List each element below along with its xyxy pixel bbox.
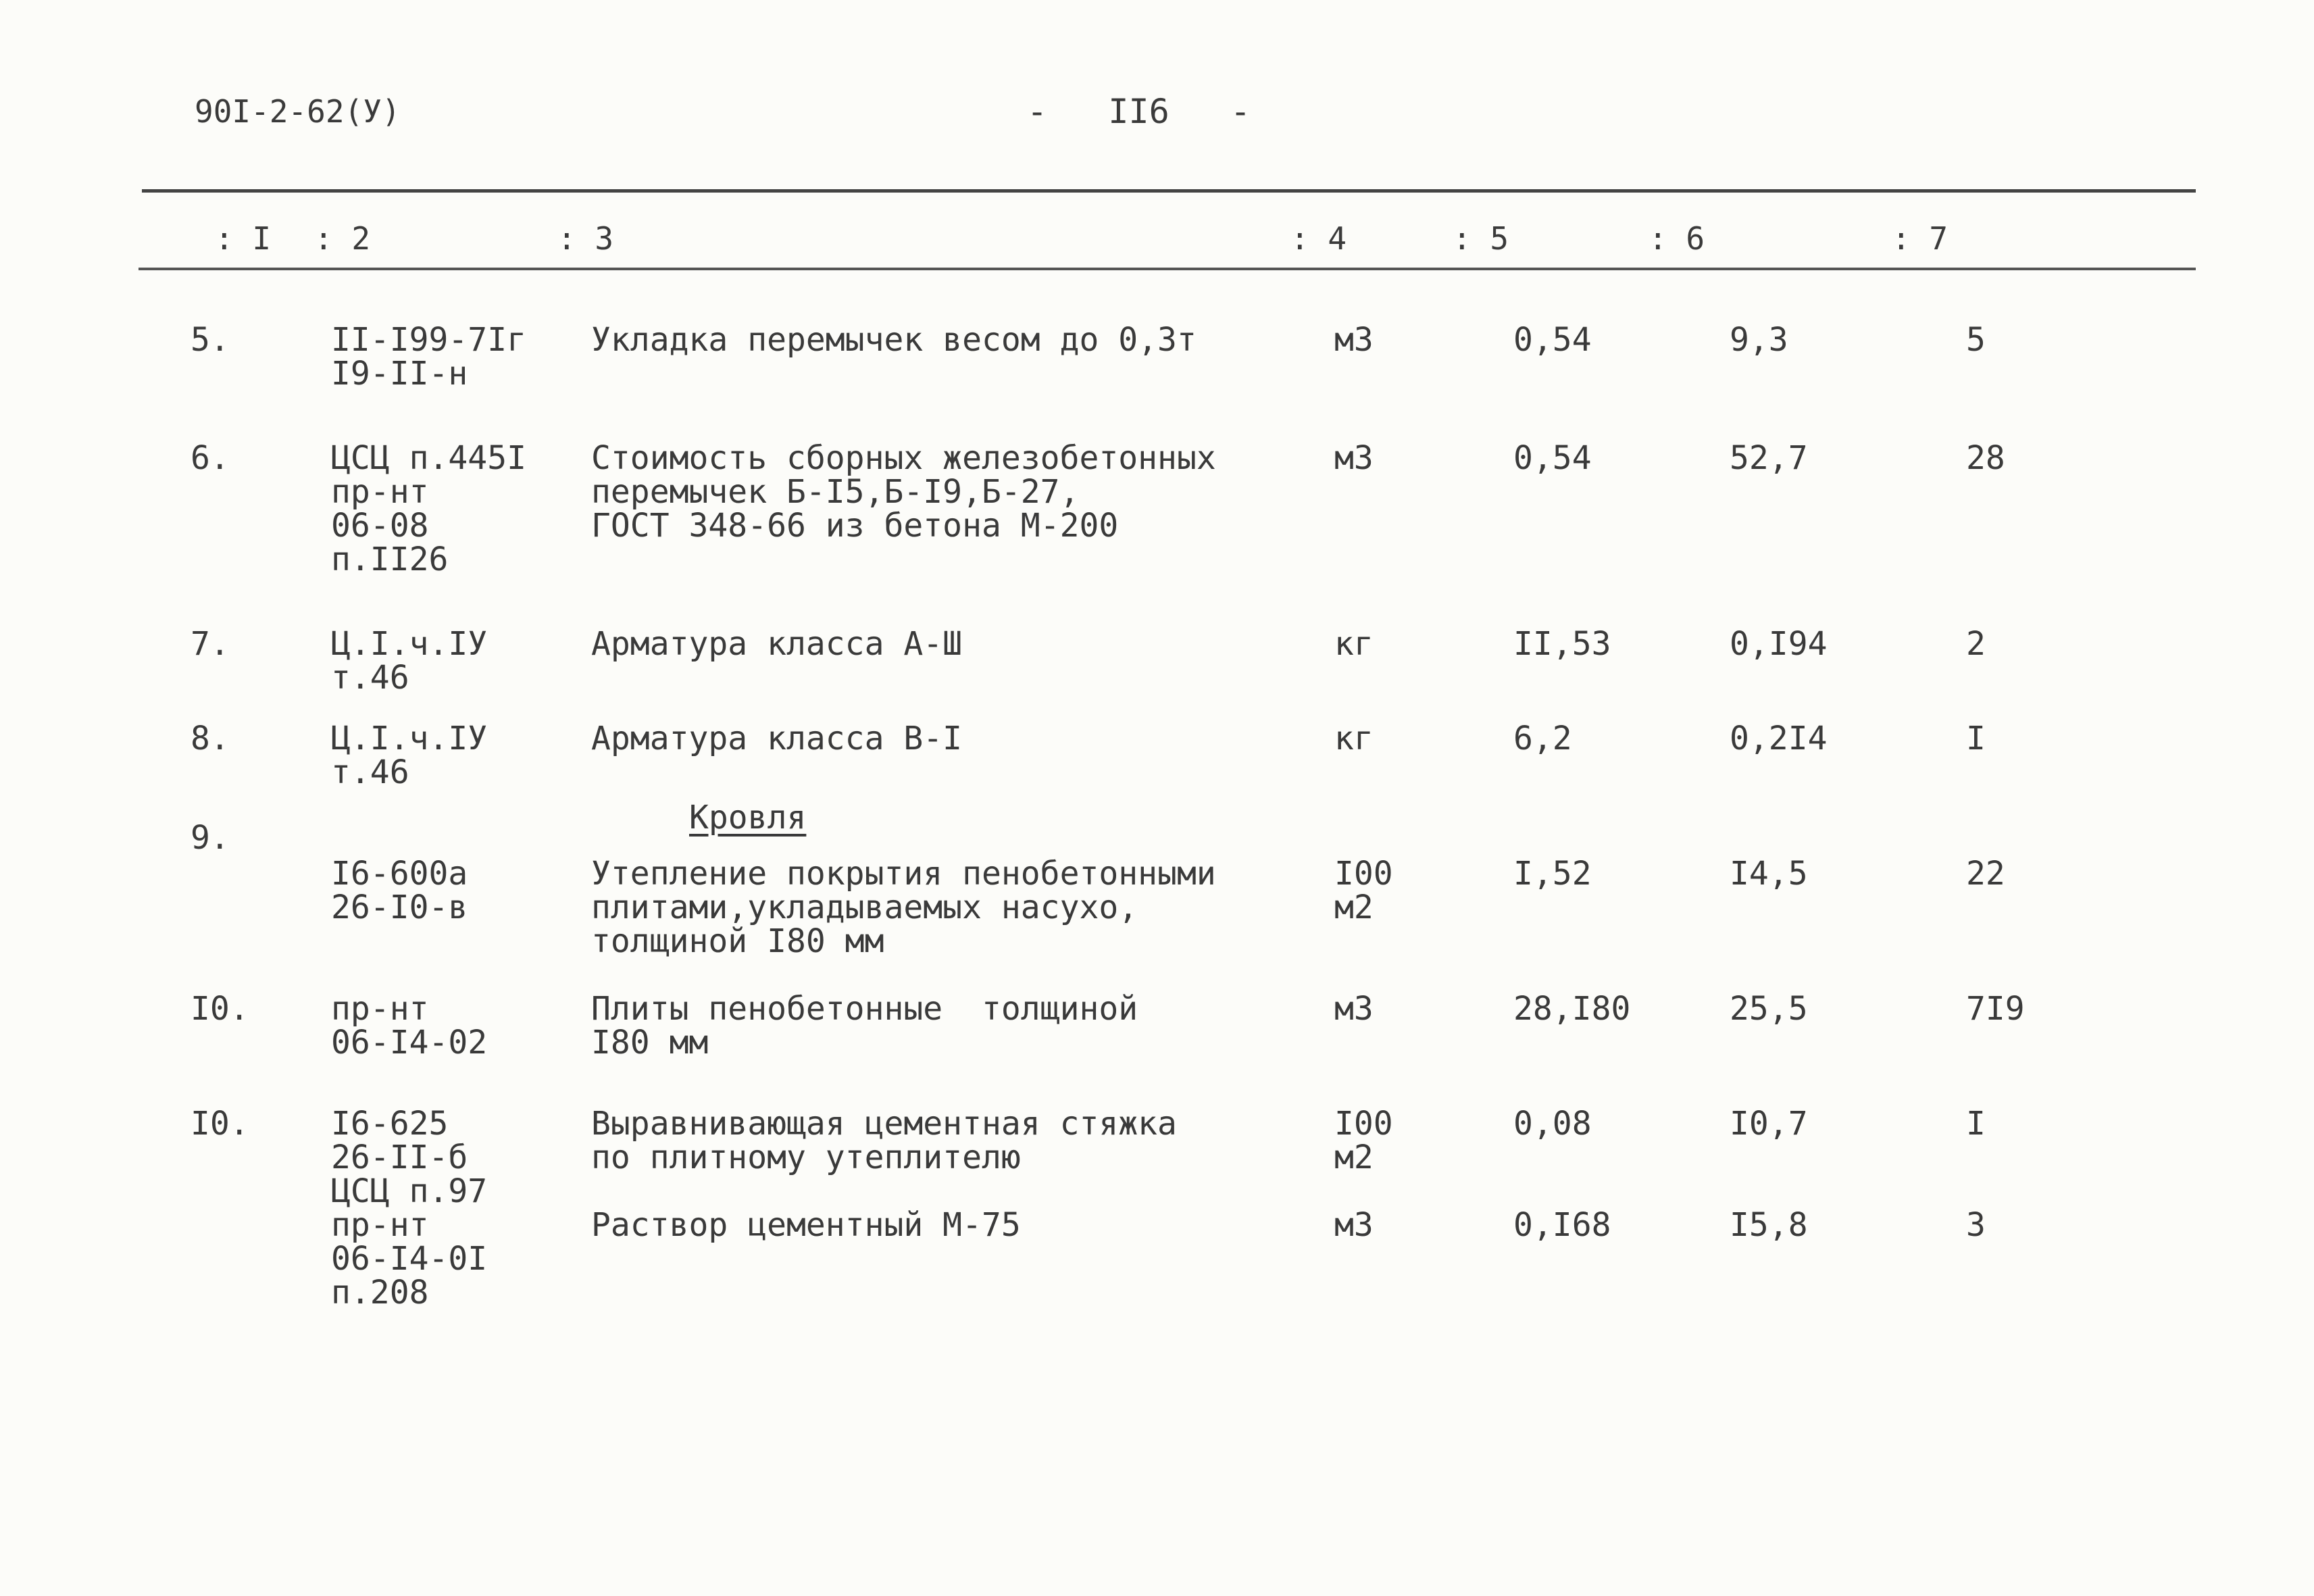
total-cost: 7I9 [1966, 990, 2025, 1028]
row-number: 6. [191, 439, 230, 477]
work-description: Стоимость сборных железобетонных [591, 439, 1216, 477]
row-number: 5. [191, 321, 230, 359]
column-header-7: : 7 [1892, 220, 1948, 257]
norm-code: пр-нт [331, 1206, 429, 1244]
column-header-6: : 6 [1649, 220, 1705, 257]
norm-code: Ц.I.ч.IУ [331, 625, 488, 663]
norm-code: I6-600а [331, 855, 468, 893]
column-header-4: : 4 [1290, 220, 1347, 257]
column-header-5: : 5 [1453, 220, 1509, 257]
work-description: толщиной I80 мм [591, 922, 884, 960]
total-cost: I [1966, 720, 1986, 757]
quantity: 0,08 [1513, 1105, 1592, 1143]
norm-code: т.46 [331, 659, 409, 697]
page-number: - II6 - [1027, 92, 1251, 131]
total-cost: 22 [1966, 855, 2005, 893]
unit-price: 9,3 [1730, 321, 1788, 359]
section-heading: Кровля [689, 799, 807, 837]
quantity: 0,54 [1513, 439, 1592, 477]
norm-code: пр-нт [331, 473, 429, 511]
row-number: 9. [191, 819, 230, 857]
unit: I00 [1334, 855, 1393, 893]
unit-price: I5,8 [1730, 1206, 1808, 1244]
work-description: Раствор цементный М-75 [591, 1206, 1021, 1244]
work-description: Арматура класса В-I [591, 720, 963, 757]
unit-price: 0,2I4 [1730, 720, 1828, 757]
unit: м2 [1334, 889, 1374, 926]
unit-price: I0,7 [1730, 1105, 1808, 1143]
column-header-2: : 2 [314, 220, 371, 257]
norm-code: пр-нт [331, 990, 429, 1028]
total-cost: 28 [1966, 439, 2005, 477]
total-cost: 2 [1966, 625, 1986, 663]
work-description: Укладка перемычек весом до 0,3т [591, 321, 1197, 359]
work-description: I80 мм [591, 1024, 709, 1062]
unit: м3 [1334, 321, 1374, 359]
norm-code: п.II26 [331, 541, 449, 578]
total-cost: I [1966, 1105, 1986, 1143]
document-code: 90I-2-62(У) [195, 93, 401, 130]
quantity: II,53 [1513, 625, 1611, 663]
header-rule [139, 268, 2196, 270]
work-description: Утепление покрытия пенобетонными [591, 855, 1216, 893]
norm-code: 06-I4-0I [331, 1240, 488, 1278]
quantity: 0,I68 [1513, 1206, 1611, 1244]
unit: м3 [1334, 1206, 1374, 1244]
unit-price: 25,5 [1730, 990, 1808, 1028]
norm-code: I6-625 [331, 1105, 449, 1143]
row-number: I0. [191, 990, 249, 1028]
total-cost: 3 [1966, 1206, 1986, 1244]
column-header-3: : 3 [557, 220, 614, 257]
norm-code: т.46 [331, 753, 409, 791]
norm-code: 26-I0-в [331, 889, 468, 926]
work-description: плитами,укладываемых насухо, [591, 889, 1138, 926]
work-description: Плиты пенобетонные толщиной [591, 990, 1138, 1028]
unit: м3 [1334, 439, 1374, 477]
top-rule [142, 189, 2196, 193]
unit: I00 [1334, 1105, 1393, 1143]
unit: м2 [1334, 1139, 1374, 1176]
row-number: 8. [191, 720, 230, 757]
quantity: 6,2 [1513, 720, 1572, 757]
norm-code: Ц.I.ч.IУ [331, 720, 488, 757]
norm-code: ЦСЦ п.97 [331, 1172, 488, 1210]
row-number: I0. [191, 1105, 249, 1143]
norm-code: I9-II-н [331, 355, 468, 393]
unit: кг [1334, 720, 1374, 757]
unit-price: 52,7 [1730, 439, 1808, 477]
work-description: по плитному утеплителю [591, 1139, 1021, 1176]
norm-code: ЦСЦ п.445I [331, 439, 526, 477]
norm-code: II-I99-7Iг [331, 321, 526, 359]
row-number: 7. [191, 625, 230, 663]
work-description: перемычек Б-I5,Б-I9,Б-27, [591, 473, 1080, 511]
unit: кг [1334, 625, 1374, 663]
work-description: ГОСТ 348-66 из бетона М-200 [591, 507, 1119, 545]
norm-code: 06-08 [331, 507, 429, 545]
column-header-1: : I [215, 220, 272, 257]
quantity: I,52 [1513, 855, 1592, 893]
unit-price: I4,5 [1730, 855, 1808, 893]
unit-price: 0,I94 [1730, 625, 1828, 663]
norm-code: 06-I4-02 [331, 1024, 488, 1062]
norm-code: 26-II-б [331, 1139, 468, 1176]
quantity: 0,54 [1513, 321, 1592, 359]
unit: м3 [1334, 990, 1374, 1028]
quantity: 28,I80 [1513, 990, 1631, 1028]
work-description: Выравнивающая цементная стяжка [591, 1105, 1177, 1143]
norm-code: п.208 [331, 1274, 429, 1312]
total-cost: 5 [1966, 321, 1986, 359]
work-description: Арматура класса А-Ш [591, 625, 963, 663]
